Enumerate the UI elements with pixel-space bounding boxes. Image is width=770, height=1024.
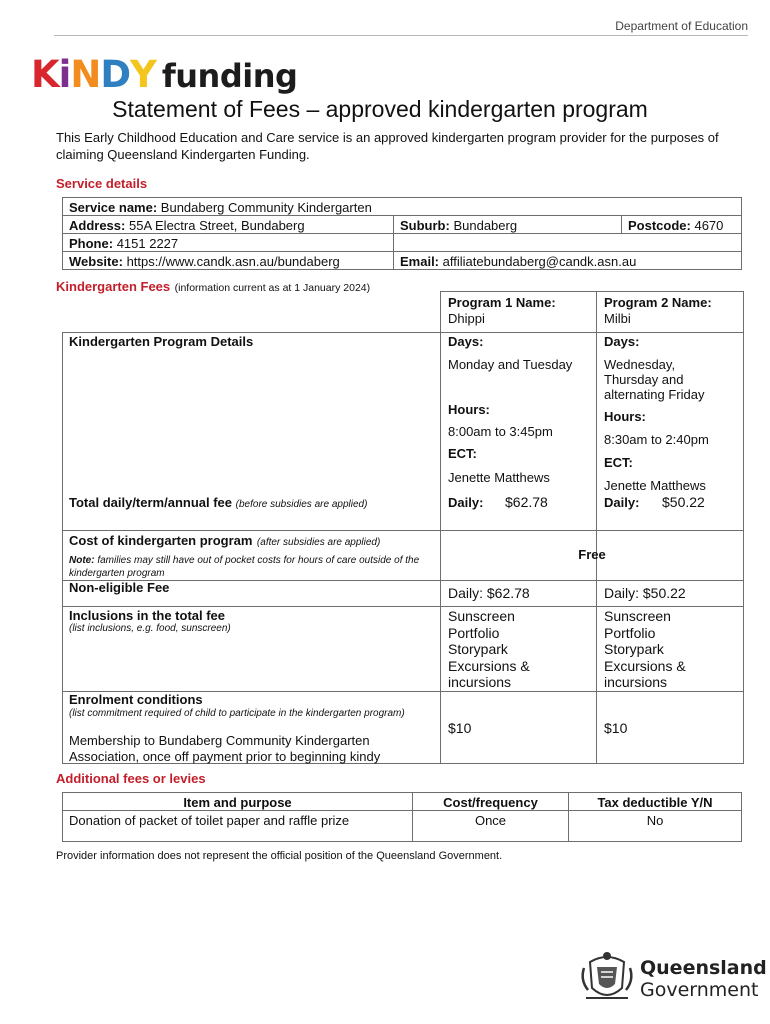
phone-value: 4151 2227 xyxy=(116,236,179,251)
program2-non-eligible: Daily: $50.22 xyxy=(604,585,686,601)
qg-line2: Government xyxy=(640,979,759,1001)
program2-total-fee: $50.22 xyxy=(662,494,705,510)
service-details-heading: Service details xyxy=(56,176,148,191)
additional-header-cost: Cost/frequency xyxy=(412,792,569,811)
inclusions-label: Inclusions in the total fee xyxy=(69,608,226,623)
website-link[interactable]: https://www.candk.asn.au/bundaberg xyxy=(126,254,340,269)
cost-row-label xyxy=(69,532,380,550)
service-name-label: Service name: xyxy=(69,200,158,215)
list-item: Sunscreen xyxy=(604,608,671,624)
list-item: Portfolio xyxy=(604,624,656,641)
address-label: Address: xyxy=(69,218,126,233)
program1-name-label: Program 1 Name: xyxy=(448,295,556,310)
program2-name-label: Program 2 Name: xyxy=(604,295,712,310)
postcode-value: 4670 xyxy=(694,218,724,233)
total-fee-label: Total daily/term/annual fee xyxy=(69,495,233,510)
program2-ect-label: ECT: xyxy=(604,455,633,470)
program1-ect: Jenette Matthews xyxy=(448,470,550,485)
program2-hours: 8:30am to 2:40pm xyxy=(604,432,709,447)
list-item: Excursions & xyxy=(448,657,530,674)
total-fee-row-label xyxy=(69,495,367,513)
program2-ect: Jenette Matthews xyxy=(604,478,706,493)
program1-hours-label: Hours: xyxy=(448,402,490,417)
list-item: incursions xyxy=(604,674,668,690)
website-label: Website: xyxy=(69,254,123,269)
list-item: Excursions & xyxy=(604,657,686,674)
table-row-cost: Once xyxy=(412,810,569,842)
suburb-value: Bundaberg xyxy=(453,218,518,233)
enrolment-text: Membership to Bundaberg Community Kindergarten Association, once off payment prior to beginning kindy xyxy=(69,733,381,764)
program1-inclusions xyxy=(448,608,530,691)
kindy-funding-logo xyxy=(31,55,297,95)
program2-enrolment-fee: $10 xyxy=(604,720,628,736)
fees-date-note: (information current as at 1 January 2024) xyxy=(174,282,371,294)
phone-label: Phone: xyxy=(69,236,114,251)
queensland-crest-icon xyxy=(578,948,636,1011)
header-divider xyxy=(54,35,748,36)
logo-letter-d: D xyxy=(100,53,131,96)
suburb-cell xyxy=(393,215,622,234)
intro-text: This Early Childhood Education and Care service is an approved kindergarten program provider for the purposes of claiming Queensland Kindergarten Funding. xyxy=(56,130,719,162)
program2-name: Milbi xyxy=(604,311,631,326)
logo-letter-n: N xyxy=(70,53,101,96)
department-label: Department of Education xyxy=(615,19,748,33)
program2-daily-label: Daily: xyxy=(604,495,640,510)
service-name-value: Bundaberg Community Kindergarten xyxy=(160,200,372,215)
non-eligible-label: Non-eligible Fee xyxy=(69,580,170,595)
email-label: Email: xyxy=(400,254,440,269)
postcode-cell xyxy=(621,215,742,234)
list-item: Portfolio xyxy=(448,624,500,641)
phone-cell xyxy=(62,233,394,252)
inclusions-note: (list inclusions, e.g. food, sunscreen) xyxy=(69,623,231,634)
list-item: Sunscreen xyxy=(448,608,515,624)
program1-total-fee: $62.78 xyxy=(505,494,548,510)
cost-label: Cost of kindergarten program xyxy=(69,533,253,548)
kindergarten-fees-heading: Kindergarten Fees xyxy=(56,279,171,294)
program1-daily-label: Daily: xyxy=(448,495,484,510)
additional-header-item: Item and purpose xyxy=(62,792,413,811)
website-cell xyxy=(62,251,394,270)
kindergarten-fees-heading-row xyxy=(56,278,370,296)
program1-name: Dhippi xyxy=(448,311,485,326)
program1-days: Monday and Tuesday xyxy=(448,357,573,372)
logo-word-funding: funding xyxy=(161,57,298,95)
page-title: Statement of Fees – approved kindergarten program xyxy=(112,96,648,122)
program1-non-eligible: Daily: $62.78 xyxy=(448,585,530,601)
queensland-government-logo-text xyxy=(640,957,767,1001)
email-cell xyxy=(393,251,742,270)
logo-letter-i: i xyxy=(58,53,71,96)
list-item: Storypark xyxy=(604,641,664,657)
enrolment-label: Enrolment conditions xyxy=(69,692,203,707)
program1-days-label: Days: xyxy=(448,334,484,349)
suburb-label: Suburb: xyxy=(400,218,450,233)
cost-note2-text: families may still have out of pocket costs for hours of care outside of the kindergarten program xyxy=(69,555,420,579)
cost-note: (after subsidies are applied) xyxy=(256,537,381,548)
additional-fees-heading: Additional fees or levies xyxy=(56,771,206,786)
program2-days-line1: Wednesday, xyxy=(604,357,676,372)
cost-note2-label: Note: xyxy=(69,555,95,566)
service-name-row xyxy=(62,197,742,216)
program1-hours: 8:00am to 3:45pm xyxy=(448,424,553,439)
email-link[interactable]: affiliatebundaberg@candk.asn.au xyxy=(442,254,637,269)
table-row-item: Donation of packet of toilet paper and raffle prize xyxy=(62,810,413,842)
program2-days-label: Days: xyxy=(604,334,640,349)
logo-letter-y: Y xyxy=(130,53,156,96)
program2-days-line3: alternating Friday xyxy=(604,387,705,402)
postcode-label: Postcode: xyxy=(628,218,691,233)
program1-ect-label: ECT: xyxy=(448,446,477,461)
program2-hours-label: Hours: xyxy=(604,409,646,424)
program1-enrolment-fee: $10 xyxy=(448,720,472,736)
cost-value-free: Free xyxy=(578,547,606,562)
address-cell xyxy=(62,215,394,234)
phone-empty-cell xyxy=(393,233,742,252)
program-details-label: Kindergarten Program Details xyxy=(69,334,254,349)
logo-letter-k: K xyxy=(31,53,59,96)
program2-days-line2: Thursday and xyxy=(604,372,684,387)
additional-header-tax: Tax deductible Y/N xyxy=(568,792,742,811)
address-value: 55A Electra Street, Bundaberg xyxy=(128,218,305,233)
list-item: Storypark xyxy=(448,641,508,657)
disclaimer: Provider information does not represent the official position of the Queensland Government. xyxy=(56,850,503,862)
qg-line1: Queensland xyxy=(640,957,767,979)
list-item: incursions xyxy=(448,674,512,690)
cost-note2 xyxy=(69,554,437,580)
total-fee-note: (before subsidies are applied) xyxy=(235,499,368,510)
table-row-tax: No xyxy=(568,810,742,842)
enrolment-note: (list commitment required of child to participate in the kindergarten program) xyxy=(69,708,405,719)
program2-inclusions xyxy=(604,608,686,691)
